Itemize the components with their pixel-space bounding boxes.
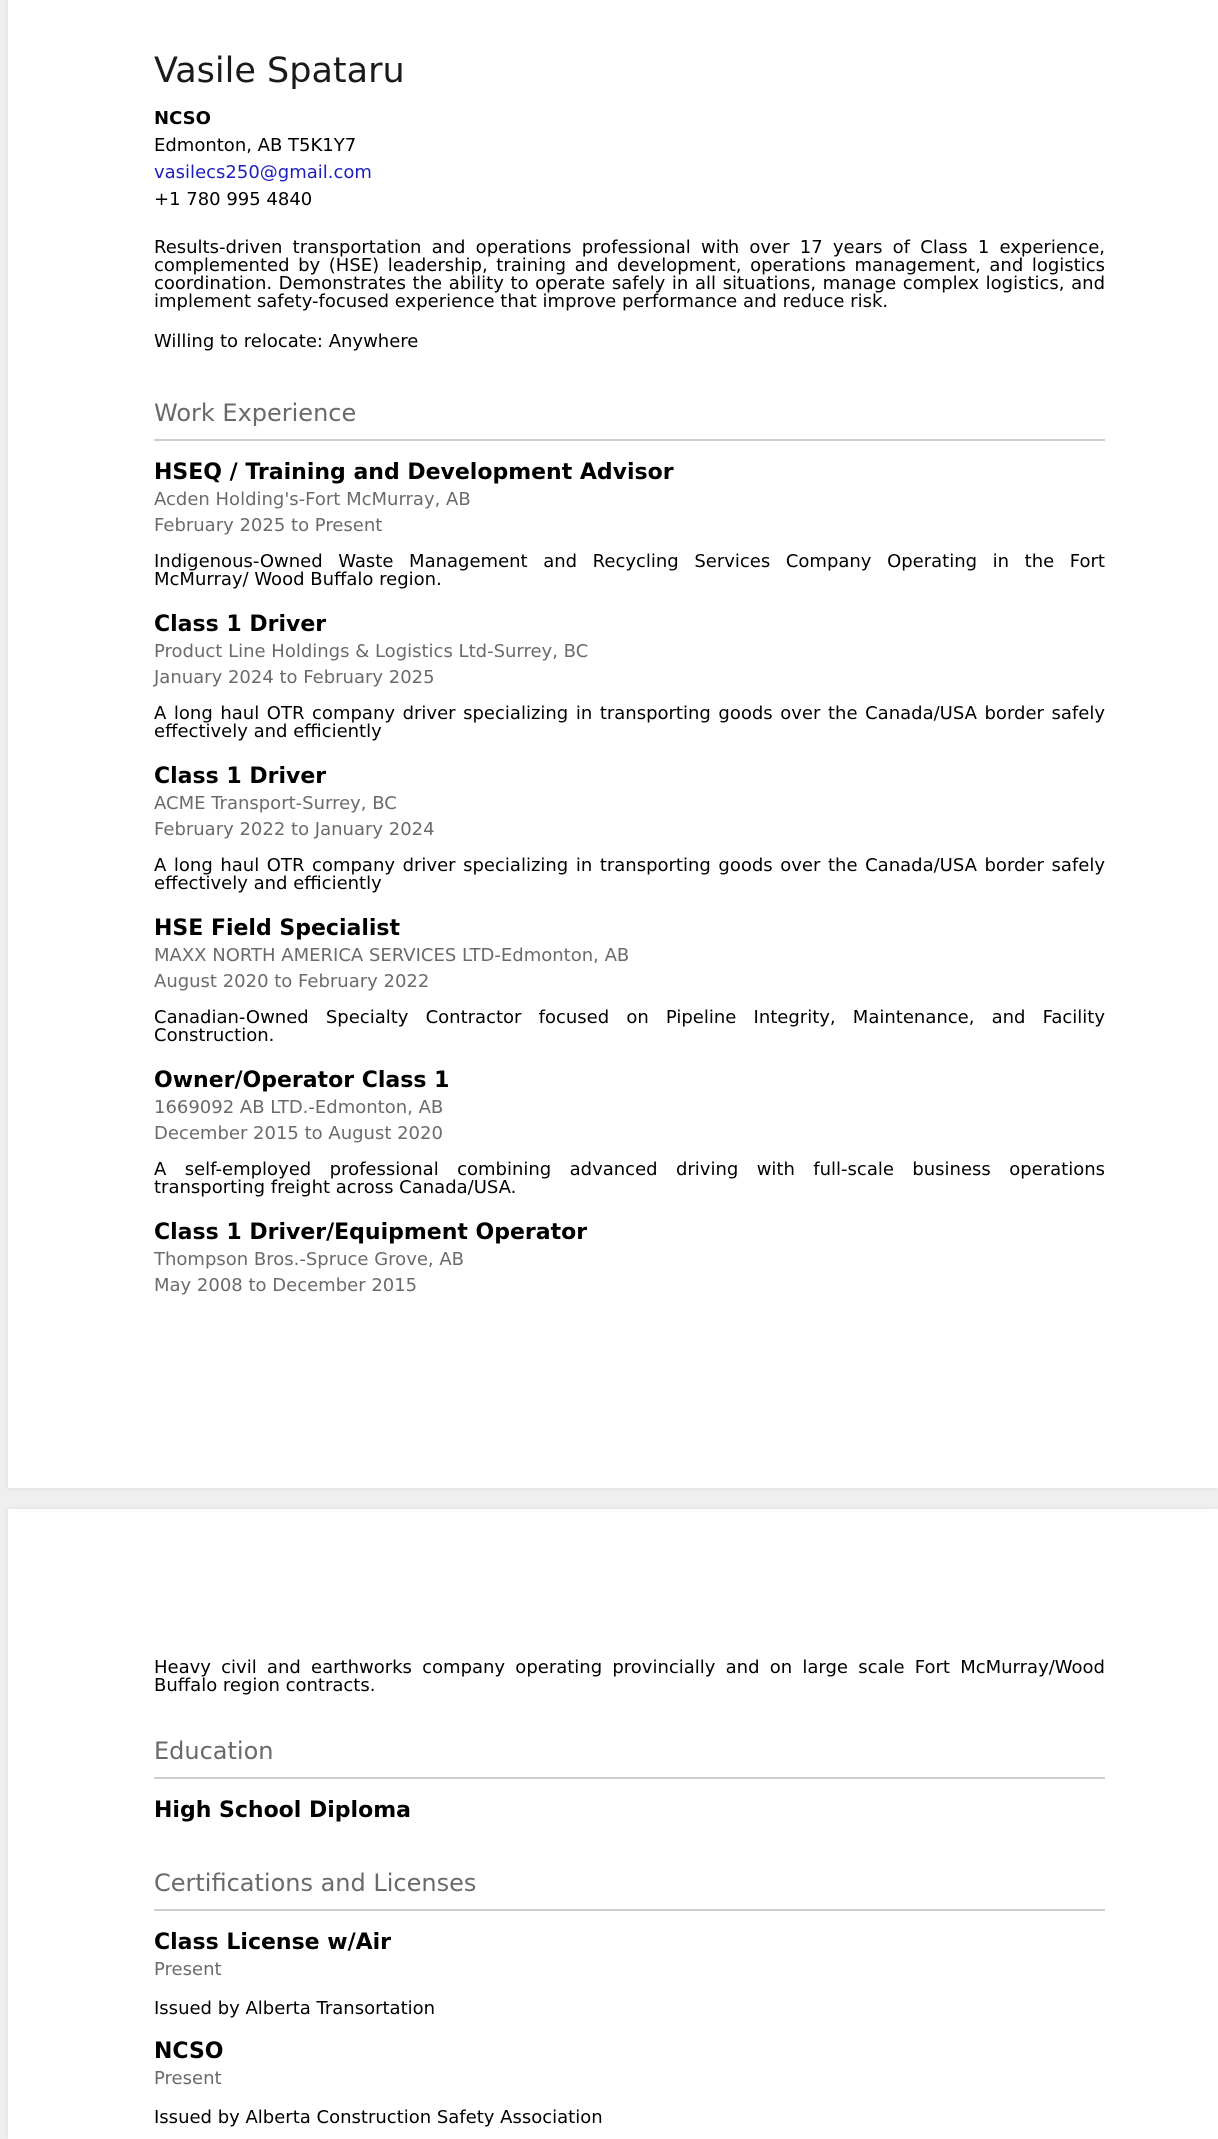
separator: - <box>494 945 501 966</box>
job-dates: February 2025 to Present <box>154 515 383 536</box>
job-company: MAXX NORTH AMERICA SERVICES LTD <box>154 945 495 966</box>
phone: +1 780 995 4840 <box>154 189 313 210</box>
job-dates: January 2024 to February 2025 <box>154 667 435 688</box>
certification-name: Class License w/Air <box>154 1930 392 1955</box>
separator: - <box>295 793 303 814</box>
separator: - <box>487 641 494 662</box>
job-company-line <box>154 791 1105 817</box>
job-company-line <box>154 943 1105 969</box>
job-location: Edmonton, AB <box>500 945 630 966</box>
job-entry <box>154 1067 1105 1197</box>
certification-entry <box>154 2038 1105 2131</box>
summary: Results-driven transportation and operations professional with over 17 years of Class 1 experience, complemented by (HSE) leadership, training and development, operations management, and logistics coordination. Demonstrates the ability to operate safely in all situations, manage complex logistics, and implement safety-focused experience that improve performance and reduce risk. <box>154 237 1105 312</box>
job-location: Fort McMurray, AB <box>305 489 471 510</box>
email-line <box>154 159 1105 186</box>
job-dates: February 2022 to January 2024 <box>154 819 435 840</box>
certification-issuer: Issued by Alberta Transortation <box>154 1998 436 2019</box>
page-2-content <box>154 1659 1105 2131</box>
job-company: Acden Holding's <box>154 489 299 510</box>
email-link[interactable]: vasilecs250@gmail.com <box>154 162 372 183</box>
job-title: Class 1 Driver/Equipment Operator <box>154 1220 588 1245</box>
certification-name: NCSO <box>154 2039 224 2064</box>
job-title: HSE Field Specialist <box>154 916 401 941</box>
job-company: Thompson Bros. <box>154 1249 300 1270</box>
job-company-line <box>154 1247 1105 1273</box>
job-location: Surrey, BC <box>302 793 397 814</box>
section-title-education: Education <box>154 1735 1105 1779</box>
job-entry <box>154 1219 1105 1299</box>
job-title: Owner/Operator Class 1 <box>154 1068 450 1093</box>
job-company: ACME Transport <box>154 793 296 814</box>
location: Edmonton, AB T5K1Y7 <box>154 135 357 156</box>
job-entry <box>154 763 1105 893</box>
job-description: A long haul OTR company driver specializing in transporting goods over the Canada/USA border safely effectively and efficiently <box>154 855 1105 894</box>
resume-page-1 <box>8 0 1218 1488</box>
job-description: Canadian-Owned Specialty Contractor focused on Pipeline Integrity, Maintenance, and Facility Construction. <box>154 1007 1105 1046</box>
job-description-continued: Heavy civil and earthworks company operating provincially and on large scale Fort McMurray/Wood Buffalo region contracts. <box>154 1657 1105 1696</box>
job-location: Surrey, BC <box>493 641 589 662</box>
separator: - <box>298 489 306 510</box>
resume-page-2 <box>8 1509 1218 2139</box>
certification-status: Present <box>154 2068 222 2089</box>
job-location: Spruce Grove, AB <box>305 1249 465 1270</box>
job-company: Product Line Holdings & Logistics Ltd <box>154 641 488 662</box>
section-title-certifications: Certifications and Licenses <box>154 1867 1105 1911</box>
education-section <box>154 1735 1105 1825</box>
degree: High School Diploma <box>154 1798 411 1823</box>
work-experience-section <box>154 397 1105 1299</box>
job-description: A long haul OTR company driver specializing in transporting goods over the Canada/USA border safely effectively and efficiently <box>154 703 1105 742</box>
relocation: Willing to relocate: Anywhere <box>154 331 419 352</box>
job-dates: December 2015 to August 2020 <box>154 1123 443 1144</box>
certification-issuer: Issued by Alberta Construction Safety Association <box>154 2107 603 2128</box>
certification-entry <box>154 1929 1105 2022</box>
job-description: Indigenous-Owned Waste Management and Recycling Services Company Operating in the Fort McMurray/ Wood Buffalo region. <box>154 551 1105 590</box>
job-entry <box>154 459 1105 589</box>
job-entry <box>154 611 1105 741</box>
job-company: 1669092 AB LTD. <box>154 1097 309 1118</box>
job-description: A self-employed professional combining advanced driving with full-scale business operations transporting freight across Canada/USA. <box>154 1159 1105 1198</box>
headline: NCSO <box>154 108 211 129</box>
job-title: Class 1 Driver <box>154 612 327 637</box>
job-location: Edmonton, AB <box>314 1097 444 1118</box>
job-title: Class 1 Driver <box>154 764 327 789</box>
certifications-section <box>154 1867 1105 2131</box>
separator: - <box>308 1097 315 1118</box>
job-dates: August 2020 to February 2022 <box>154 971 430 992</box>
job-entry <box>154 915 1105 1045</box>
job-company-line <box>154 639 1105 665</box>
section-title-work: Work Experience <box>154 397 1105 441</box>
page-1-content <box>154 48 1105 1299</box>
candidate-name: Vasile Spataru <box>154 51 405 91</box>
job-company-line <box>154 487 1105 513</box>
job-dates: May 2008 to December 2015 <box>154 1275 418 1296</box>
separator: - <box>299 1249 306 1270</box>
job-title: HSEQ / Training and Development Advisor <box>154 460 674 485</box>
job-company-line <box>154 1095 1105 1121</box>
certification-status: Present <box>154 1959 222 1980</box>
